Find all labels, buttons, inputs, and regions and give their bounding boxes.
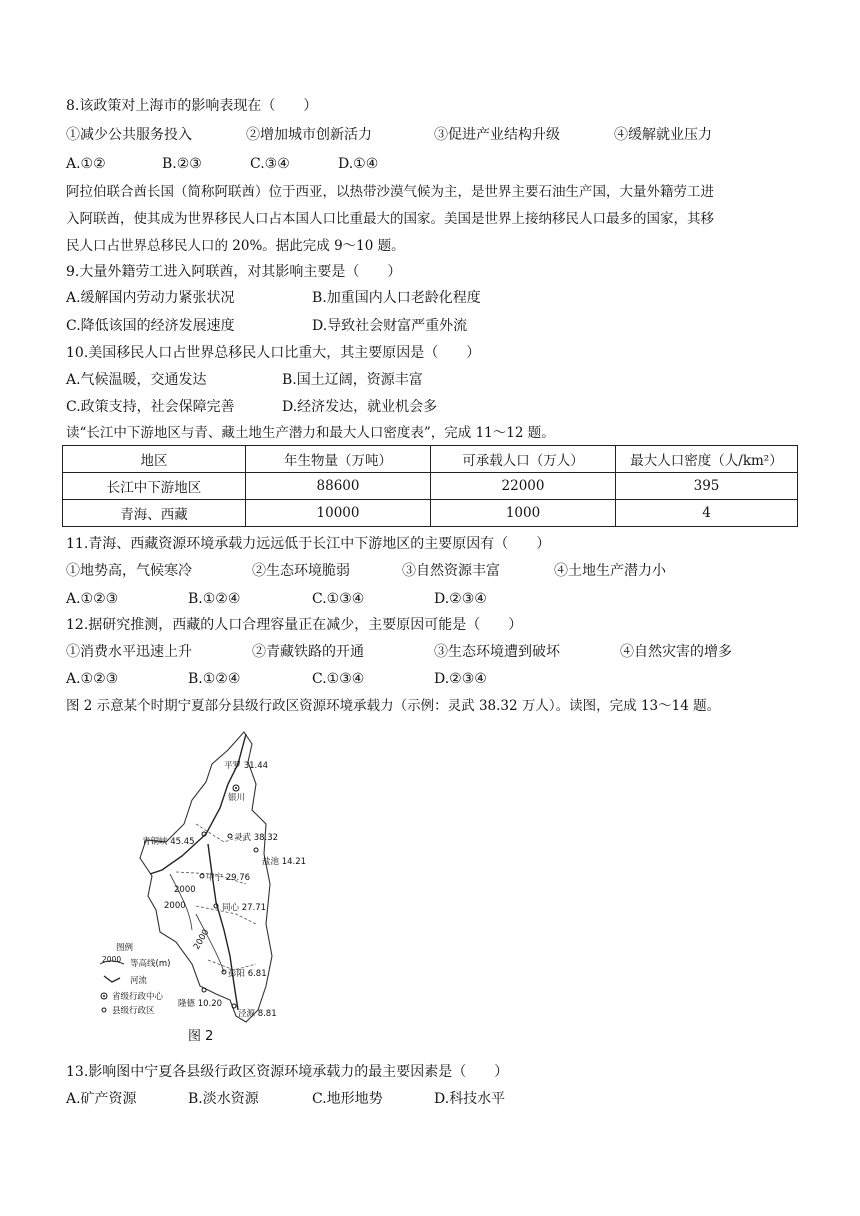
map-label-qingtongxia: 青铜峡 45.45 (142, 837, 195, 847)
q13-option-a[interactable]: A.矿产资源 (66, 1091, 137, 1107)
question-11-items (66, 561, 666, 581)
legend-title: 图例 (116, 943, 134, 953)
data-table (62, 445, 798, 527)
question-9-stem: 9.大量外籍劳工进入阿联酋，对其影响主要是（ ） (66, 264, 402, 280)
map-contour-label: 2000 (174, 885, 196, 895)
table-header: 可承载人口（万人） (431, 446, 616, 473)
table-row (63, 500, 798, 527)
passage-line: 入阿联酋，使其成为世界移民人口占本国人口比重最大的国家。美国是世界上接纳移民人口最多的国家，其移 (66, 211, 714, 227)
table-header: 最大人口密度（人/km²） (616, 446, 798, 473)
q11-option-c[interactable]: C.①③④ (312, 591, 365, 607)
ningxia-map (96, 724, 336, 1054)
question-9-options-row1 (66, 288, 481, 308)
q12-option-b[interactable]: B.①②④ (188, 671, 241, 687)
capital-marker-dot-icon (235, 787, 237, 789)
q12-option-a[interactable]: A.①②③ (66, 671, 119, 687)
q10-option-a[interactable]: A.气候温暖，交通发达 (66, 372, 207, 388)
legend-contour-value: 2000 (102, 955, 122, 964)
figure-intro: 图 2 示意某个时期宁夏部分县级行政区资源环境承载力（示例：灵武 38.32 万人）。读图，完成 13～14 题。 (66, 698, 721, 714)
table-cell: 22000 (431, 473, 616, 500)
q8-item: ②增加城市创新活力 (246, 127, 372, 143)
table-header: 地区 (63, 446, 246, 473)
question-8-stem: 8.该政策对上海市的影响表现在（ ） (66, 98, 318, 114)
q9-option-a[interactable]: A.缓解国内劳动力紧张状况 (66, 290, 235, 306)
question-13-options (66, 1089, 505, 1109)
q10-option-c[interactable]: C.政策支持，社会保障完善 (66, 399, 235, 415)
q12-item: ①消费水平迅速上升 (66, 644, 192, 660)
q11-option-b[interactable]: B.①②④ (188, 591, 241, 607)
q13-option-b[interactable]: B.淡水资源 (188, 1091, 259, 1107)
table-header-row (63, 446, 798, 473)
q11-option-a[interactable]: A.①②③ (66, 591, 119, 607)
question-12-options (66, 669, 487, 689)
table-cell: 88600 (246, 473, 431, 500)
table-cell: 395 (616, 473, 798, 500)
question-13-stem: 13.影响图中宁夏各县级行政区资源环境承载力的最主要因素是（ ） (66, 1064, 509, 1080)
question-8-items (66, 125, 712, 145)
legend-river: 河流 (130, 976, 148, 986)
q11-item: ②生态环境脆弱 (252, 563, 350, 579)
table-cell: 青海、西藏 (63, 500, 246, 527)
question-10-options-row1 (66, 370, 423, 390)
question-8-options (66, 154, 378, 174)
map-label-longde: 隆德 10.20 (178, 999, 223, 1009)
map-label-pengyang: 彭阳 6.81 (228, 969, 267, 979)
q8-option-b[interactable]: B.②③ (162, 156, 202, 172)
passage-line: 阿拉伯联合酋长国（简称阿联酋）位于西亚，以热带沙漠气候为主，是世界主要石油生产国，大量外籍劳工进 (66, 184, 714, 200)
map-label-yanchi: 盐池 14.21 (262, 857, 307, 867)
map-label-zhongning: 中宁 29.76 (206, 873, 251, 883)
map-contour-label: 2000 (164, 901, 186, 911)
map-label-pingluo: 平罗 31.44 (224, 761, 269, 771)
question-12-stem: 12.据研究推测，西藏的人口合理容量正在减少，主要原因可能是（ ） (66, 617, 523, 633)
passage-line: 民人口占世界总移民人口的 20%。据此完成 9～10 题。 (66, 238, 405, 254)
table-row (63, 473, 798, 500)
q9-option-b[interactable]: B.加重国内人口老龄化程度 (312, 290, 481, 306)
q13-option-d[interactable]: D.科技水平 (434, 1091, 506, 1107)
table-header: 年生物量（万吨） (246, 446, 431, 473)
question-11-options (66, 589, 487, 609)
county-marker-icon (200, 874, 204, 878)
map-legend (100, 942, 213, 1044)
table-cell: 4 (616, 500, 798, 527)
legend-contour: 等高线(m) (130, 959, 171, 969)
q13-option-c[interactable]: C.地形地势 (312, 1091, 383, 1107)
q8-item: ④缓解就业压力 (614, 127, 712, 143)
table-cell: 10000 (246, 500, 431, 527)
qingshui-river (208, 844, 238, 1010)
q11-item: ④土地生产潜力小 (554, 563, 666, 579)
county-legend-icon (102, 1008, 106, 1012)
q8-item: ①减少公共服务投入 (66, 127, 192, 143)
q12-option-c[interactable]: C.①③④ (312, 671, 365, 687)
q12-item: ②青藏铁路的开通 (252, 644, 364, 660)
table-cell: 长江中下游地区 (63, 473, 246, 500)
table-intro: 读“长江中下游地区与青、藏土地生产潜力和最大人口密度表”，完成 11～12 题。 (66, 425, 555, 441)
map-label-jingyuan: 泾源 8.81 (238, 1009, 277, 1019)
q12-item: ③生态环境遭到破坏 (434, 644, 560, 660)
county-marker-icon (254, 848, 258, 852)
q11-item: ③自然资源丰富 (402, 563, 500, 579)
q9-option-d[interactable]: D.导致社会财富严重外流 (312, 318, 468, 334)
map-label-yinchuan: 银川 (228, 793, 246, 803)
q8-option-c[interactable]: C.③④ (250, 156, 290, 172)
q12-item: ④自然灾害的增多 (620, 644, 732, 660)
q8-option-d[interactable]: D.①④ (338, 156, 379, 172)
map-label-lingwu: 灵武 38.32 (234, 833, 279, 843)
question-10-stem: 10.美国移民人口占世界总移民人口比重大，其主要原因是（ ） (66, 345, 481, 361)
q8-item: ③促进产业结构升级 (434, 127, 560, 143)
q10-option-b[interactable]: B.国土辽阔，资源丰富 (282, 372, 423, 388)
map-label-tongxin: 同心 27.71 (222, 903, 267, 913)
map-contour-label: 2000 (191, 927, 212, 952)
figure-caption: 图 2 (188, 1029, 214, 1044)
table-cell: 1000 (431, 500, 616, 527)
q12-option-d[interactable]: D.②③④ (434, 671, 487, 687)
legend-county: 县级行政区 (112, 1006, 155, 1016)
yellow-river (150, 734, 246, 874)
q11-item: ①地势高，气候寒冷 (66, 563, 192, 579)
legend-capital: 省级行政中心 (112, 992, 164, 1002)
q8-option-a[interactable]: A.①② (66, 156, 106, 172)
question-12-items (66, 642, 732, 662)
question-10-options-row2 (66, 397, 437, 417)
q9-option-c[interactable]: C.降低该国的经济发展速度 (66, 318, 235, 334)
q11-option-d[interactable]: D.②③④ (434, 591, 487, 607)
county-marker-icon (228, 834, 232, 838)
question-11-stem: 11.青海、西藏资源环境承载力远远低于长江中下游地区的主要原因有（ ） (66, 536, 551, 552)
river-legend-icon (104, 976, 120, 982)
question-9-options-row2 (66, 316, 467, 336)
q10-option-d[interactable]: D.经济发达，就业机会多 (282, 399, 438, 415)
